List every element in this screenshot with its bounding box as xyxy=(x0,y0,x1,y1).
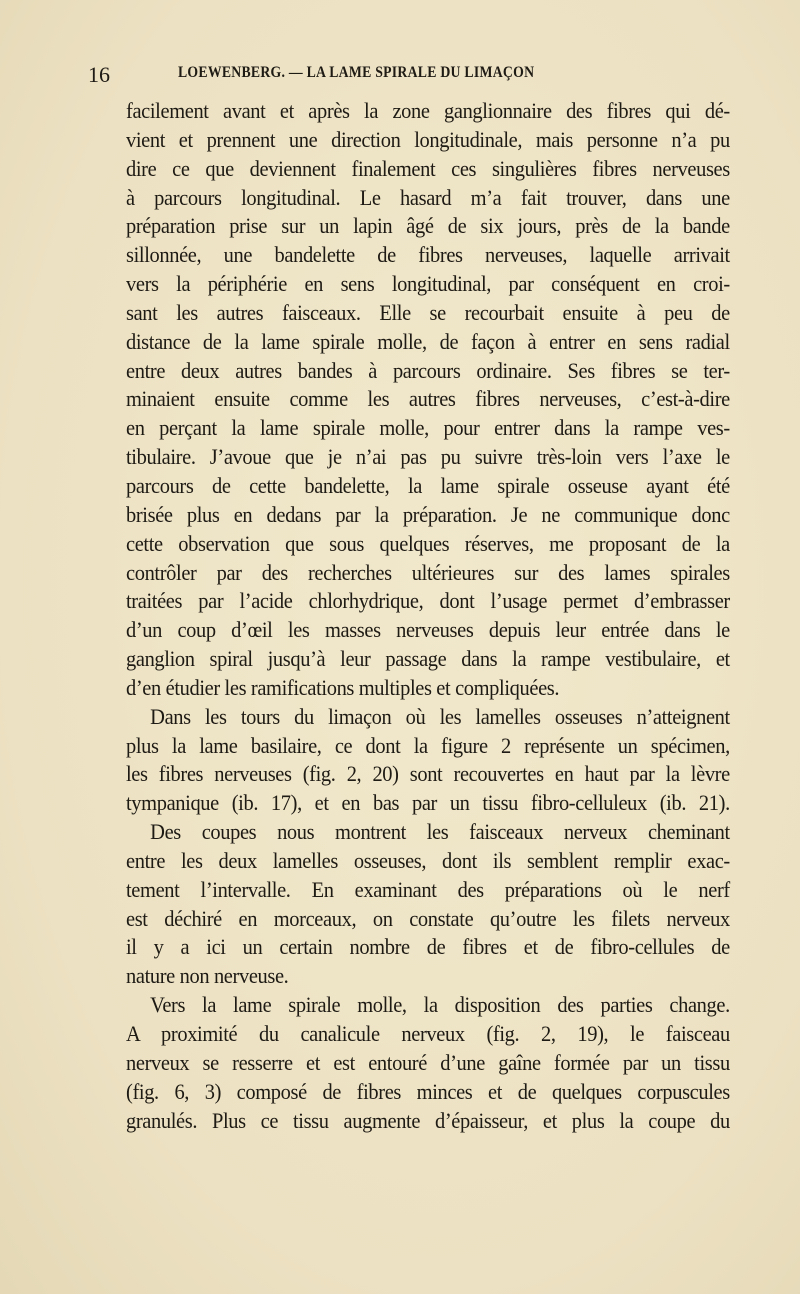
text-line xyxy=(126,414,730,443)
text-line xyxy=(126,1078,730,1107)
text-line xyxy=(126,905,730,934)
text-line-content: minaient ensuite comme les autres fibres nerveuses, c’est-à-dire xyxy=(126,386,730,412)
body-text xyxy=(126,97,730,1135)
text-line xyxy=(126,587,730,616)
text-line-content: facilement avant et après la zone ganglionnaire des fibres qui dé- xyxy=(126,98,730,123)
text-line xyxy=(126,97,730,126)
text-line xyxy=(126,385,730,414)
text-line xyxy=(126,126,730,155)
text-line-content: sillonnée, une bandelette de fibres nerveuses, laquelle arrivait xyxy=(126,242,730,268)
text-line-content: distance de la lame spirale molle, de façon à entrer en sens radial xyxy=(126,328,730,354)
text-line-content: à parcours longitudinal. Le hasard m’a fait trouver, dans une xyxy=(126,184,730,210)
text-line xyxy=(126,703,730,732)
text-line xyxy=(126,1049,730,1078)
text-line xyxy=(126,732,730,761)
text-line-content: il y a ici un certain nombre de fibres et de fibro-cellules de xyxy=(126,934,730,960)
text-line xyxy=(126,357,730,386)
text-line-content: (fig. 6, 3) composé de fibres minces et de quelques corpuscules xyxy=(126,1078,730,1104)
text-line-content: granulés. Plus ce tissu augmente d’épaisseur, et plus la coupe du xyxy=(126,1107,730,1133)
text-line-content: nature non nerveuse. xyxy=(126,963,289,989)
text-line-content: les fibres nerveuses (fig. 2, 20) sont recouvertes en haut par la lèvre xyxy=(126,761,730,787)
text-line-content: ganglion spiral jusqu’à leur passage dans la rampe vestibulaire, et xyxy=(126,646,730,672)
page-number: 16 xyxy=(88,62,110,87)
text-line xyxy=(126,530,730,559)
text-line xyxy=(126,241,730,270)
text-line-content: vient et prennent une direction longitudinale, mais personne n’a pu xyxy=(126,126,730,152)
text-line xyxy=(126,962,730,991)
text-line-content: vers la périphérie en sens longitudinal, par conséquent en croi- xyxy=(126,271,730,297)
text-line xyxy=(126,933,730,962)
text-line-content: tibulaire. J’avoue que je n’ai pas pu suivre très-loin vers l’axe le xyxy=(126,444,730,470)
text-line-content: cette observation que sous quelques réserves, me proposant de la xyxy=(126,530,730,556)
text-line xyxy=(126,328,730,357)
text-line-content: entre deux autres bandes à parcours ordinaire. Ses fibres se ter- xyxy=(126,357,730,383)
text-line xyxy=(126,645,730,674)
text-line-content: préparation prise sur un lapin âgé de six jours, près de la bande xyxy=(126,213,730,239)
text-line xyxy=(126,184,730,213)
text-line-content: d’un coup d’œil les masses nerveuses depuis leur entrée dans le xyxy=(126,617,730,643)
text-line-content: plus la lame basilaire, ce dont la figure 2 représente un spécimen, xyxy=(126,732,730,758)
text-line xyxy=(126,1107,730,1136)
text-line-content: en perçant la lame spirale molle, pour entrer dans la rampe ves- xyxy=(126,415,730,441)
text-line-content: tement l’intervalle. En examinant des préparations où le nerf xyxy=(126,876,730,902)
text-line xyxy=(126,559,730,588)
text-line xyxy=(126,991,730,1020)
text-line-content: Vers la lame spirale molle, la disposition des parties change. xyxy=(150,992,730,1018)
text-line-content: tympanique (ib. 17), et en bas par un tissu fibro-celluleux (ib. 21). xyxy=(126,790,730,816)
text-line-content: dire ce que deviennent finalement ces singulières fibres nerveuses xyxy=(126,155,730,181)
text-line xyxy=(126,674,730,703)
text-line xyxy=(126,760,730,789)
text-line xyxy=(126,847,730,876)
text-line-content: sant les autres faisceaux. Elle se recourbait ensuite à peu de xyxy=(126,299,730,325)
text-line-content: est déchiré en morceaux, on constate qu’outre les filets nerveux xyxy=(126,905,730,931)
text-line xyxy=(126,472,730,501)
text-line xyxy=(126,876,730,905)
text-line-content: parcours de cette bandelette, la lame spirale osseuse ayant été xyxy=(126,472,730,498)
text-line xyxy=(126,616,730,645)
text-line-content: d’en étudier les ramifications multiples et compliquées. xyxy=(126,674,560,700)
text-line-content: Dans les tours du limaçon où les lamelles osseuses n’atteignent xyxy=(150,703,730,729)
text-line xyxy=(126,212,730,241)
text-line xyxy=(126,1020,730,1049)
text-line-content: entre les deux lamelles osseuses, dont ils semblent remplir exac- xyxy=(126,847,730,873)
text-line xyxy=(126,789,730,818)
text-line xyxy=(126,270,730,299)
text-line xyxy=(126,443,730,472)
text-line-content: traitées par l’acide chlorhydrique, dont l’usage permet d’embrasser xyxy=(126,588,730,614)
text-line xyxy=(126,501,730,530)
running-title: LOEWENBERG. — LA LAME SPIRALE DU LIMAÇON xyxy=(178,64,535,81)
text-line xyxy=(126,299,730,328)
text-line-content: contrôler par des recherches ultérieures sur des lames spirales xyxy=(126,559,730,585)
text-line xyxy=(126,155,730,184)
text-line-content: nerveux se resserre et est entouré d’une gaîne formée par un tissu xyxy=(126,1049,730,1075)
text-line-content: A proximité du canalicule nerveux (fig. 2, 19), le faisceau xyxy=(126,1021,730,1046)
text-line-content: brisée plus en dedans par la préparation. Je ne communique donc xyxy=(126,501,730,527)
running-header xyxy=(88,62,688,90)
text-line xyxy=(126,818,730,847)
text-line-content: Des coupes nous montrent les faisceaux nerveux cheminant xyxy=(150,819,730,845)
